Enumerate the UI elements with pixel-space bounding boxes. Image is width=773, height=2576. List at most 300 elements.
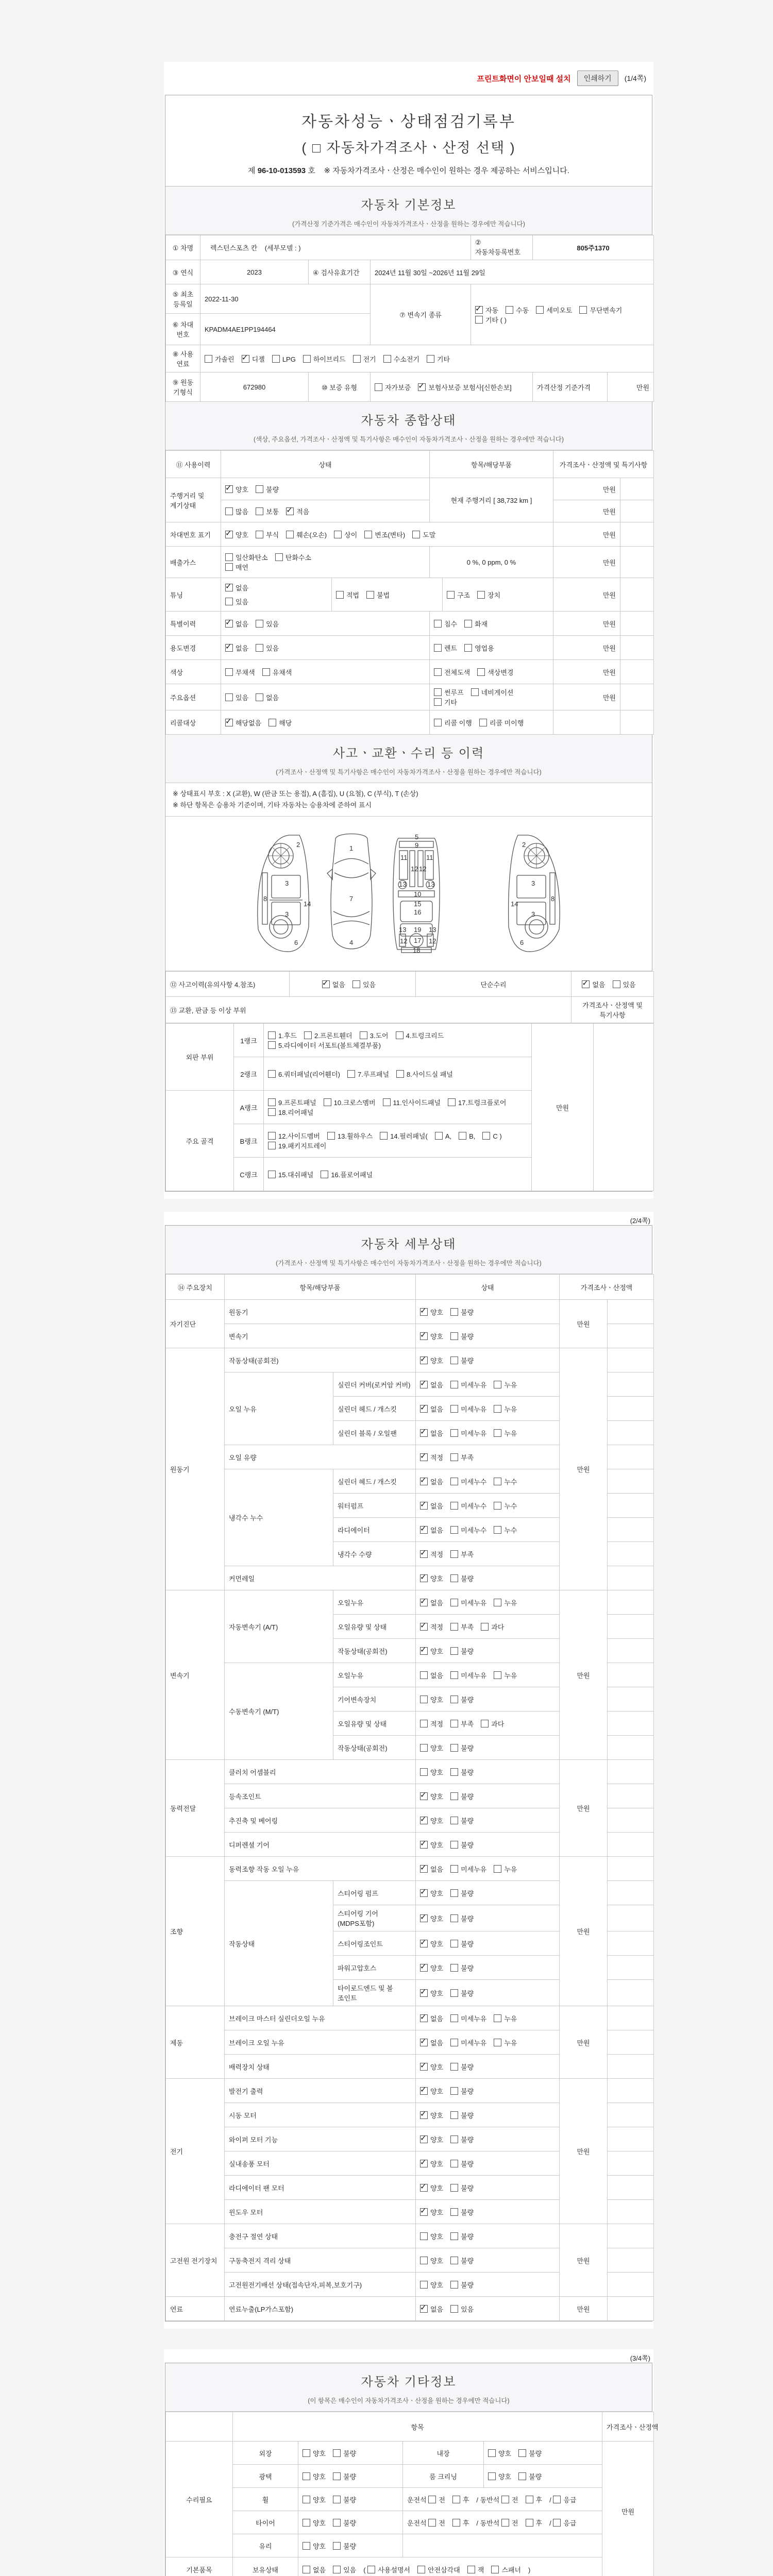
checkbox[interactable]	[434, 644, 442, 652]
option[interactable]	[494, 1501, 517, 1511]
option[interactable]	[352, 979, 376, 989]
option[interactable]	[420, 1598, 443, 1607]
checkbox[interactable]	[333, 2472, 341, 2480]
option[interactable]	[303, 2541, 326, 2551]
option[interactable]	[450, 1719, 474, 1728]
checkbox[interactable]	[450, 1841, 458, 1849]
option[interactable]	[450, 1743, 474, 1753]
checkbox-label[interactable]: 후	[462, 2496, 469, 2504]
checkbox[interactable]	[459, 1132, 466, 1140]
option[interactable]	[464, 619, 488, 629]
checkbox-label[interactable]: 누유	[504, 2039, 517, 2047]
option[interactable]	[262, 667, 292, 677]
checkbox[interactable]	[420, 1453, 428, 1461]
checkbox-label[interactable]: 썬루프	[444, 689, 464, 697]
checkbox[interactable]	[450, 1720, 458, 1727]
option[interactable]	[380, 1131, 428, 1141]
checkbox-label[interactable]: 불법	[377, 591, 390, 599]
option[interactable]	[417, 2565, 460, 2574]
checkbox[interactable]	[450, 1526, 458, 1534]
checkbox[interactable]	[303, 2472, 310, 2480]
checkbox-label[interactable]: 없음	[430, 1405, 444, 1413]
checkbox-label[interactable]: 불량	[461, 1940, 474, 1948]
checkbox[interactable]	[225, 644, 233, 652]
option[interactable]	[450, 1404, 486, 1414]
checkbox-label[interactable]: 양호	[498, 2449, 512, 2458]
checkbox[interactable]	[435, 1132, 443, 1140]
checkbox[interactable]	[333, 2519, 341, 2527]
checkbox-label[interactable]: 불량	[461, 1647, 474, 1655]
option[interactable]	[360, 1030, 389, 1040]
checkbox-label[interactable]: 6.쿼터패널(리어휀더)	[278, 1070, 340, 1078]
option[interactable]	[256, 643, 279, 653]
checkbox[interactable]	[450, 2232, 458, 2240]
checkbox-label[interactable]: 양호	[430, 2136, 444, 2144]
checkbox[interactable]	[482, 1132, 490, 1140]
option[interactable]	[420, 2207, 443, 2217]
checkbox-label[interactable]: 영업용	[475, 644, 494, 652]
checkbox[interactable]	[360, 1031, 367, 1039]
checkbox[interactable]	[205, 355, 212, 363]
checkbox-label[interactable]: 안전삼각대	[428, 2566, 460, 2574]
checkbox-label[interactable]: A,	[445, 1132, 452, 1141]
checkbox[interactable]	[553, 2519, 561, 2527]
checkbox[interactable]	[272, 355, 280, 363]
checkbox[interactable]	[450, 2014, 458, 2022]
option[interactable]	[268, 1030, 297, 1040]
checkbox-label[interactable]: 누유	[504, 1865, 517, 1873]
checkbox-label[interactable]: 디젤	[251, 355, 265, 363]
checkbox-label[interactable]: 부족	[461, 1550, 474, 1558]
option[interactable]	[347, 1069, 389, 1079]
option[interactable]	[256, 692, 279, 702]
checkbox[interactable]	[450, 1744, 458, 1752]
option[interactable]	[420, 1840, 443, 1850]
checkbox-label[interactable]: 17.트렁크플로어	[458, 1099, 507, 1107]
checkbox[interactable]	[225, 719, 233, 726]
checkbox[interactable]	[526, 2496, 533, 2503]
option[interactable]	[450, 2304, 474, 2314]
checkbox-label[interactable]: 전기	[363, 355, 376, 363]
checkbox[interactable]	[303, 355, 311, 363]
checkbox[interactable]	[420, 1574, 428, 1582]
checkbox[interactable]	[268, 1041, 276, 1049]
option[interactable]	[420, 1501, 443, 1511]
option[interactable]	[450, 1477, 486, 1486]
checkbox[interactable]	[420, 1940, 428, 1947]
checkbox-label[interactable]: 전	[439, 2519, 445, 2527]
option[interactable]	[450, 1598, 486, 1607]
option[interactable]	[303, 2518, 326, 2528]
option[interactable]	[420, 1791, 443, 1801]
option[interactable]	[327, 1131, 373, 1141]
checkbox[interactable]	[333, 2566, 341, 2573]
option[interactable]	[420, 1743, 443, 1753]
checkbox-label[interactable]: 16.플로어패널	[331, 1171, 373, 1179]
option[interactable]	[536, 305, 572, 315]
option[interactable]	[420, 2110, 443, 2120]
checkbox[interactable]	[420, 1647, 428, 1655]
checkbox-label[interactable]: 양호	[430, 1696, 444, 1704]
checkbox[interactable]	[494, 1478, 501, 1485]
option[interactable]	[420, 1549, 443, 1559]
text-token[interactable]: /	[549, 2519, 553, 2527]
checkbox-label[interactable]: 없음	[236, 620, 249, 628]
option[interactable]	[420, 1913, 443, 1923]
option[interactable]	[268, 1107, 313, 1117]
checkbox-label[interactable]: LPG	[282, 355, 296, 363]
checkbox[interactable]	[268, 1171, 276, 1178]
option[interactable]	[322, 979, 345, 989]
option[interactable]	[494, 1380, 517, 1389]
option[interactable]	[450, 1331, 474, 1341]
checkbox[interactable]	[450, 2208, 458, 2216]
checkbox[interactable]	[501, 2519, 509, 2527]
checkbox[interactable]	[613, 980, 620, 988]
checkbox-label[interactable]: 적법	[346, 591, 360, 599]
checkbox[interactable]	[396, 1070, 404, 1078]
option[interactable]	[420, 1963, 443, 1973]
checkbox-label[interactable]: 누수	[504, 1478, 517, 1486]
checkbox-label[interactable]: 불량	[461, 2281, 474, 2289]
option[interactable]	[420, 1355, 443, 1365]
checkbox[interactable]	[536, 306, 544, 314]
checkbox[interactable]	[321, 1171, 328, 1178]
checkbox-label[interactable]: 없음	[430, 1865, 444, 1873]
checkbox-label[interactable]: 불량	[266, 485, 279, 494]
checkbox[interactable]	[225, 507, 233, 515]
checkbox-label[interactable]: 색상변경	[488, 668, 514, 676]
checkbox[interactable]	[450, 1550, 458, 1558]
checkbox-label[interactable]: 양호	[430, 1817, 444, 1825]
checkbox[interactable]	[491, 2566, 499, 2573]
checkbox-label[interactable]: 11.인사이드패널	[393, 1099, 441, 1107]
checkbox-label[interactable]: 적음	[296, 507, 310, 516]
checkbox-label[interactable]: 양호	[430, 1768, 444, 1776]
checkbox-label[interactable]: 자가보증	[385, 383, 411, 392]
option[interactable]	[450, 1791, 474, 1801]
option[interactable]	[450, 1428, 486, 1438]
option[interactable]	[420, 2134, 443, 2144]
checkbox[interactable]	[225, 620, 233, 628]
option[interactable]	[526, 2495, 543, 2504]
checkbox[interactable]	[420, 2039, 428, 2046]
checkbox[interactable]	[417, 2566, 425, 2573]
checkbox-label[interactable]: 응급	[563, 2519, 577, 2527]
checkbox-label[interactable]: 없음	[430, 1381, 444, 1389]
checkbox-label[interactable]: 화재	[475, 620, 488, 628]
checkbox-label[interactable]: 미세누유	[461, 1865, 487, 1873]
option[interactable]	[450, 1939, 474, 1948]
checkbox-label[interactable]: 양호	[430, 1841, 444, 1849]
checkbox[interactable]	[428, 2519, 436, 2527]
checkbox-label[interactable]: 적정	[430, 1550, 444, 1558]
checkbox[interactable]	[327, 1132, 335, 1140]
checkbox[interactable]	[518, 2472, 526, 2480]
checkbox[interactable]	[434, 620, 442, 628]
checkbox-label[interactable]: 무단변속기	[590, 306, 623, 314]
checkbox-label[interactable]: 있음	[623, 980, 636, 989]
checkbox-label[interactable]: 불량	[461, 2160, 474, 2168]
checkbox-label[interactable]: 없음	[332, 980, 345, 989]
checkbox[interactable]	[582, 980, 590, 988]
checkbox[interactable]	[452, 2519, 460, 2527]
option[interactable]	[420, 2231, 443, 2241]
checkbox[interactable]	[225, 485, 233, 493]
checkbox-label[interactable]: 2.프론트휀더	[314, 1032, 352, 1040]
checkbox-label[interactable]: 양호	[430, 2257, 444, 2265]
checkbox-label[interactable]: 양호	[430, 1989, 444, 1997]
option[interactable]	[272, 355, 296, 363]
option[interactable]	[494, 1404, 517, 1414]
checkbox-label[interactable]: 양호	[313, 2496, 326, 2504]
checkbox-label[interactable]: 양호	[430, 1792, 444, 1801]
checkbox[interactable]	[242, 355, 249, 363]
checkbox-label[interactable]: 양호	[430, 1357, 444, 1365]
option[interactable]	[225, 692, 248, 702]
checkbox-label[interactable]: 있음	[363, 980, 376, 989]
option[interactable]	[450, 1307, 474, 1317]
checkbox[interactable]	[450, 1599, 458, 1606]
checkbox[interactable]	[353, 355, 361, 363]
option[interactable]	[501, 2495, 518, 2504]
checkbox-label[interactable]: 있음	[266, 620, 279, 628]
checkbox-label[interactable]: 4.트렁크리드	[406, 1032, 444, 1040]
checkbox-label[interactable]: 불량	[461, 1792, 474, 1801]
option[interactable]	[420, 1428, 443, 1438]
checkbox-label[interactable]: 네비게이션	[481, 689, 514, 697]
option[interactable]	[481, 1719, 504, 1728]
checkbox[interactable]	[434, 719, 442, 726]
option[interactable]	[333, 2448, 356, 2458]
checkbox[interactable]	[420, 1357, 428, 1364]
option[interactable]	[420, 1939, 443, 1948]
checkbox[interactable]	[450, 1381, 458, 1388]
checkbox-label[interactable]: 양호	[430, 1647, 444, 1655]
option[interactable]	[205, 354, 234, 364]
checkbox[interactable]	[225, 584, 233, 591]
option[interactable]	[420, 1331, 443, 1341]
option[interactable]	[477, 667, 513, 677]
option[interactable]	[225, 667, 255, 677]
checkbox[interactable]	[420, 1332, 428, 1340]
checkbox[interactable]	[471, 688, 479, 696]
checkbox-label[interactable]: 12.사이드멤버	[278, 1132, 320, 1141]
checkbox-label[interactable]: 탄화수소	[285, 554, 312, 562]
option[interactable]	[427, 354, 450, 364]
print-install-link[interactable]: 프린트화면이 안보일때 설치	[477, 74, 571, 83]
checkbox-label[interactable]: 불량	[343, 2496, 357, 2504]
checkbox-label[interactable]: 불량	[461, 1574, 474, 1583]
checkbox-label[interactable]: 없음	[313, 2566, 326, 2574]
option[interactable]	[494, 2038, 517, 2047]
checkbox-label[interactable]: 누수	[504, 1526, 517, 1534]
checkbox[interactable]	[420, 2160, 428, 2167]
checkbox-label[interactable]: 불량	[529, 2472, 542, 2481]
checkbox[interactable]	[396, 1031, 404, 1039]
checkbox[interactable]	[336, 591, 344, 599]
checkbox-label[interactable]: 양호	[430, 2232, 444, 2241]
checkbox[interactable]	[268, 1132, 276, 1140]
option[interactable]	[526, 2518, 543, 2528]
checkbox[interactable]	[383, 355, 391, 363]
checkbox-label[interactable]: 8.사이드실 패널	[407, 1070, 453, 1078]
option[interactable]	[450, 1549, 474, 1559]
checkbox-label[interactable]: 자동	[485, 306, 499, 314]
option[interactable]	[256, 484, 279, 494]
checkbox[interactable]	[268, 719, 276, 726]
option[interactable]	[450, 2183, 474, 2193]
option[interactable]	[434, 619, 457, 629]
option[interactable]	[364, 530, 405, 539]
option[interactable]	[450, 2231, 474, 2241]
checkbox[interactable]	[481, 1623, 489, 1631]
checkbox[interactable]	[225, 563, 233, 571]
checkbox-label[interactable]: 부족	[461, 1720, 474, 1728]
option[interactable]	[434, 718, 472, 727]
option[interactable]	[464, 643, 494, 653]
checkbox[interactable]	[303, 2449, 310, 2457]
checkbox-label[interactable]: 도말	[423, 531, 436, 539]
option[interactable]	[321, 1170, 373, 1179]
option[interactable]	[452, 2495, 469, 2504]
checkbox-label[interactable]: 양호	[430, 1308, 444, 1316]
checkbox-label[interactable]: 양호	[430, 2160, 444, 2168]
checkbox[interactable]	[494, 1865, 501, 1873]
checkbox-label[interactable]: 없음	[430, 2039, 444, 2047]
option[interactable]	[303, 2495, 326, 2504]
checkbox-label[interactable]: 적정	[430, 1453, 444, 1462]
checkbox-label[interactable]: 불량	[343, 2472, 357, 2481]
checkbox-label[interactable]: 하이브리드	[313, 355, 346, 363]
checkbox[interactable]	[450, 2281, 458, 2289]
checkbox-label[interactable]: 보통	[266, 507, 279, 516]
checkbox[interactable]	[420, 2136, 428, 2143]
checkbox-label[interactable]: 부족	[461, 1623, 474, 1631]
option[interactable]	[256, 530, 279, 539]
checkbox[interactable]	[434, 668, 442, 676]
checkbox-label[interactable]: 14.필러패널(	[390, 1132, 428, 1141]
checkbox-label[interactable]: 리콜 이행	[444, 719, 472, 727]
checkbox-label[interactable]: 불량	[461, 1308, 474, 1316]
option[interactable]	[420, 2256, 443, 2265]
option[interactable]	[450, 1864, 486, 1874]
option[interactable]	[450, 1767, 474, 1777]
checkbox-label[interactable]: 상이	[344, 531, 358, 539]
checkbox-label[interactable]: 양호	[430, 1940, 444, 1948]
checkbox[interactable]	[450, 2184, 458, 2192]
checkbox[interactable]	[477, 591, 485, 599]
option[interactable]	[475, 315, 507, 325]
checkbox-label[interactable]: 양호	[430, 2087, 444, 2095]
checkbox-label[interactable]: 불량	[461, 1989, 474, 1997]
checkbox[interactable]	[494, 1381, 501, 1388]
option[interactable]	[450, 1888, 474, 1898]
option[interactable]	[333, 2471, 356, 2481]
checkbox-label[interactable]: 후	[535, 2496, 543, 2504]
checkbox[interactable]	[467, 2566, 475, 2573]
checkbox-label[interactable]: 무채색	[236, 668, 255, 676]
checkbox[interactable]	[420, 2184, 428, 2192]
option[interactable]	[420, 2159, 443, 2168]
option[interactable]	[366, 590, 390, 600]
option[interactable]	[420, 1404, 443, 1414]
option[interactable]	[333, 2541, 356, 2551]
checkbox-label[interactable]: 불량	[461, 1889, 474, 1897]
option[interactable]	[353, 354, 376, 364]
option[interactable]	[450, 2159, 474, 2168]
checkbox[interactable]	[450, 1817, 458, 1824]
checkbox-label[interactable]: 양호	[313, 2449, 326, 2458]
checkbox[interactable]	[475, 306, 483, 314]
checkbox-label[interactable]: 양호	[430, 2184, 444, 2192]
option[interactable]	[225, 583, 248, 592]
checkbox-label[interactable]: 양호	[313, 2542, 326, 2550]
option[interactable]	[242, 354, 265, 364]
checkbox-label[interactable]: 불량	[461, 2111, 474, 2120]
checkbox[interactable]	[268, 1031, 276, 1039]
checkbox-label[interactable]: 수동	[516, 306, 529, 314]
checkbox[interactable]	[364, 531, 372, 538]
option[interactable]	[506, 305, 529, 315]
option[interactable]	[494, 1428, 517, 1438]
checkbox[interactable]	[479, 719, 487, 726]
checkbox-label[interactable]: 19.패키지트레이	[278, 1142, 327, 1150]
checkbox-label[interactable]: 양호	[430, 1914, 444, 1923]
checkbox[interactable]	[420, 2232, 428, 2240]
option[interactable]	[450, 2013, 486, 2023]
checkbox-label[interactable]: 있음	[236, 693, 249, 702]
checkbox[interactable]	[420, 1502, 428, 1510]
checkbox-label[interactable]: 세미오토	[546, 306, 573, 314]
checkbox-label[interactable]: 1.후드	[278, 1032, 297, 1040]
checkbox-label[interactable]: 구조	[457, 591, 470, 599]
checkbox[interactable]	[450, 2160, 458, 2167]
checkbox[interactable]	[420, 1478, 428, 1485]
option[interactable]	[225, 597, 248, 606]
checkbox[interactable]	[553, 2496, 561, 2503]
checkbox-label[interactable]: 가솔린	[215, 355, 234, 363]
checkbox[interactable]	[420, 1405, 428, 1413]
option[interactable]	[303, 354, 346, 364]
checkbox[interactable]	[450, 1914, 458, 1922]
checkbox-label[interactable]: 양호	[430, 1889, 444, 1897]
option[interactable]	[434, 643, 457, 653]
option[interactable]	[482, 1132, 501, 1140]
option[interactable]	[450, 1355, 474, 1365]
checkbox-label[interactable]: 불량	[461, 2232, 474, 2241]
checkbox[interactable]	[427, 355, 434, 363]
option[interactable]	[420, 1380, 443, 1389]
checkbox-label[interactable]: 장치	[488, 591, 501, 599]
checkbox-label[interactable]: 없음	[266, 693, 279, 702]
checkbox-label[interactable]: 있음	[343, 2566, 357, 2574]
checkbox-label[interactable]: 미세누유	[461, 1599, 487, 1607]
checkbox-label[interactable]: 렌트	[444, 644, 458, 652]
print-button[interactable]: 인쇄하기	[577, 71, 618, 86]
text-token[interactable]: (	[363, 2566, 368, 2574]
option[interactable]	[383, 354, 419, 364]
checkbox[interactable]	[268, 1070, 276, 1078]
option[interactable]	[488, 2471, 511, 2481]
option[interactable]	[303, 2471, 326, 2481]
option[interactable]	[447, 590, 470, 600]
option[interactable]	[450, 2062, 474, 2072]
checkbox[interactable]	[450, 1989, 458, 1997]
checkbox-label[interactable]: 양호	[430, 2208, 444, 2216]
option[interactable]	[428, 2495, 445, 2504]
option[interactable]	[412, 530, 435, 539]
